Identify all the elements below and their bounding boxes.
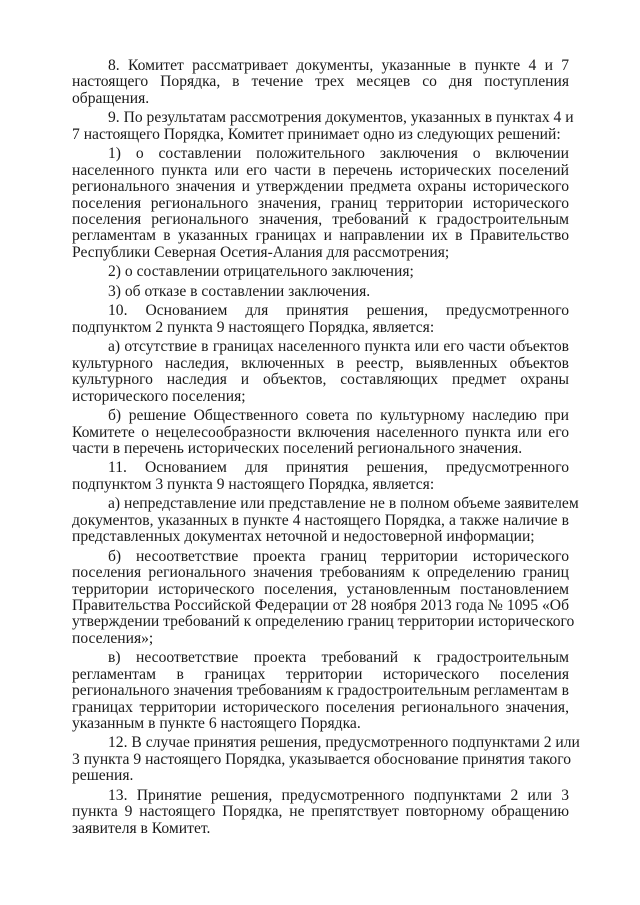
- text-line: 2) о составлении отрицательного заключения;: [108, 263, 414, 281]
- text-line: 12. В случае принятия решения, предусмотренного подпунктами 2 или: [108, 734, 580, 752]
- text-line: 8. Комитет рассматривает документы, указанные в пункте 4 и 7: [108, 57, 569, 74]
- text-line: 9. По результатам рассмотрения документов, указанных в пунктах 4 и: [108, 109, 574, 127]
- text-line: территории исторического поселения, установленным постановлением: [72, 580, 569, 598]
- paragraph-p11: [72, 460, 569, 493]
- text-line: подпунктом 3 пункта 9 настоящего Порядка, является:: [72, 475, 435, 493]
- text-line: Комитете о нецелесообразности включения населенного пункта или его: [72, 423, 569, 441]
- text-line: Республики Северная Осетия-Алания для рассмотрения;: [72, 243, 450, 261]
- text-line: документов, указанных в пункте 4 настоящего Порядка, а также наличие в: [72, 511, 569, 529]
- text-line: поселения регионального значения, границ территории исторического: [72, 194, 569, 212]
- text-line: 7 настоящего Порядка, Комитет принимает одно из следующих решений:: [72, 125, 561, 143]
- text-line: представленных документах неточной и недостоверной информации;: [72, 528, 535, 546]
- text-line: 3 пункта 9 настоящего Порядка, указывается обоснование принятия такого: [72, 750, 571, 768]
- paragraph-p8: [72, 58, 569, 107]
- text-line: 3) об отказе в составлении заключения.: [108, 282, 371, 300]
- text-line: б) решение Общественного совета по культурному наследию при: [108, 407, 569, 425]
- text-line: регламентам в указанных границах и направлении их в Правительство: [72, 227, 569, 245]
- text-line: границах территории исторического поселения регионального значения,: [72, 698, 569, 716]
- text-line: 10. Основанием для принятия решения, предусмотренного: [108, 302, 569, 320]
- text-line: настоящего Порядка, в течение трех месяцев со дня поступления: [72, 73, 569, 91]
- text-line: утверждении требований к определению границ территории исторического: [72, 613, 575, 631]
- paragraph-p10-b: [72, 408, 569, 457]
- paragraph-p11-c: [72, 650, 569, 732]
- text-line: подпунктом 2 пункта 9 настоящего Порядка, является:: [72, 318, 435, 336]
- paragraph-p9: [72, 109, 574, 143]
- text-line: б) несоответствие проекта границ территории исторического: [108, 547, 569, 565]
- text-line: части в перечень исторических поселений регионального значения.: [72, 439, 523, 457]
- text-line: решения.: [72, 767, 134, 785]
- text-line: регионального значения требованиям к градостроительным регламентам в: [72, 682, 569, 700]
- text-line: исторического поселения;: [72, 387, 246, 405]
- paragraph-p12: [72, 734, 580, 785]
- paragraph-p11-a: [72, 495, 579, 546]
- text-line: пункта 9 настоящего Порядка, не препятствует повторному обращению: [72, 803, 569, 821]
- text-line: населенного пункта или его части в перечень исторических поселений: [72, 161, 569, 179]
- paragraph-p13: [72, 788, 569, 837]
- paragraph-p9-1: [72, 146, 569, 261]
- text-line: Правительства Российской Федерации от 28 ноября 2013 года № 1095 «Об: [72, 596, 569, 614]
- document-page: [72, 57, 580, 840]
- text-line: в) несоответствие проекта требований к градостроительным: [108, 649, 569, 667]
- text-line: указанным в пункте 6 настоящего Порядка.: [72, 714, 361, 732]
- text-line: 1) о составлении положительного заключения о включении: [108, 145, 569, 163]
- text-line: 11. Основанием для принятия решения, предусмотренного: [108, 459, 569, 477]
- text-line: поселения»;: [72, 629, 154, 647]
- text-line: культурного наследия и объектов, составляющих предмет охраны: [72, 371, 569, 389]
- text-line: обращения.: [72, 89, 150, 107]
- text-line: поселения регионального значения требованиям к определению границ: [72, 564, 569, 582]
- text-line: 13. Принятие решения, предусмотренного подпунктами 2 или 3: [108, 786, 569, 804]
- paragraph-p10-a: [72, 339, 569, 405]
- text-line: поселения регионального значения, требований к градостроительным: [72, 210, 569, 228]
- text-line: регионального значения и утверждении предмета охраны исторического: [72, 178, 569, 196]
- text-line: регламентам в границах территории исторического поселения: [72, 665, 569, 683]
- text-line: а) непредставление или представление не в полном объеме заявителем: [108, 495, 579, 513]
- paragraph-p9-2: [72, 264, 569, 280]
- paragraph-p11-b: [72, 547, 575, 647]
- text-line: культурного наследия, включенных в реестр, выявленных объектов: [72, 354, 569, 372]
- text-line: а) отсутствие в границах населенного пункта или его части объектов: [108, 338, 569, 356]
- paragraph-p10: [72, 303, 569, 336]
- paragraph-p9-3: [72, 284, 569, 300]
- text-line: заявителя в Комитет.: [72, 819, 211, 837]
